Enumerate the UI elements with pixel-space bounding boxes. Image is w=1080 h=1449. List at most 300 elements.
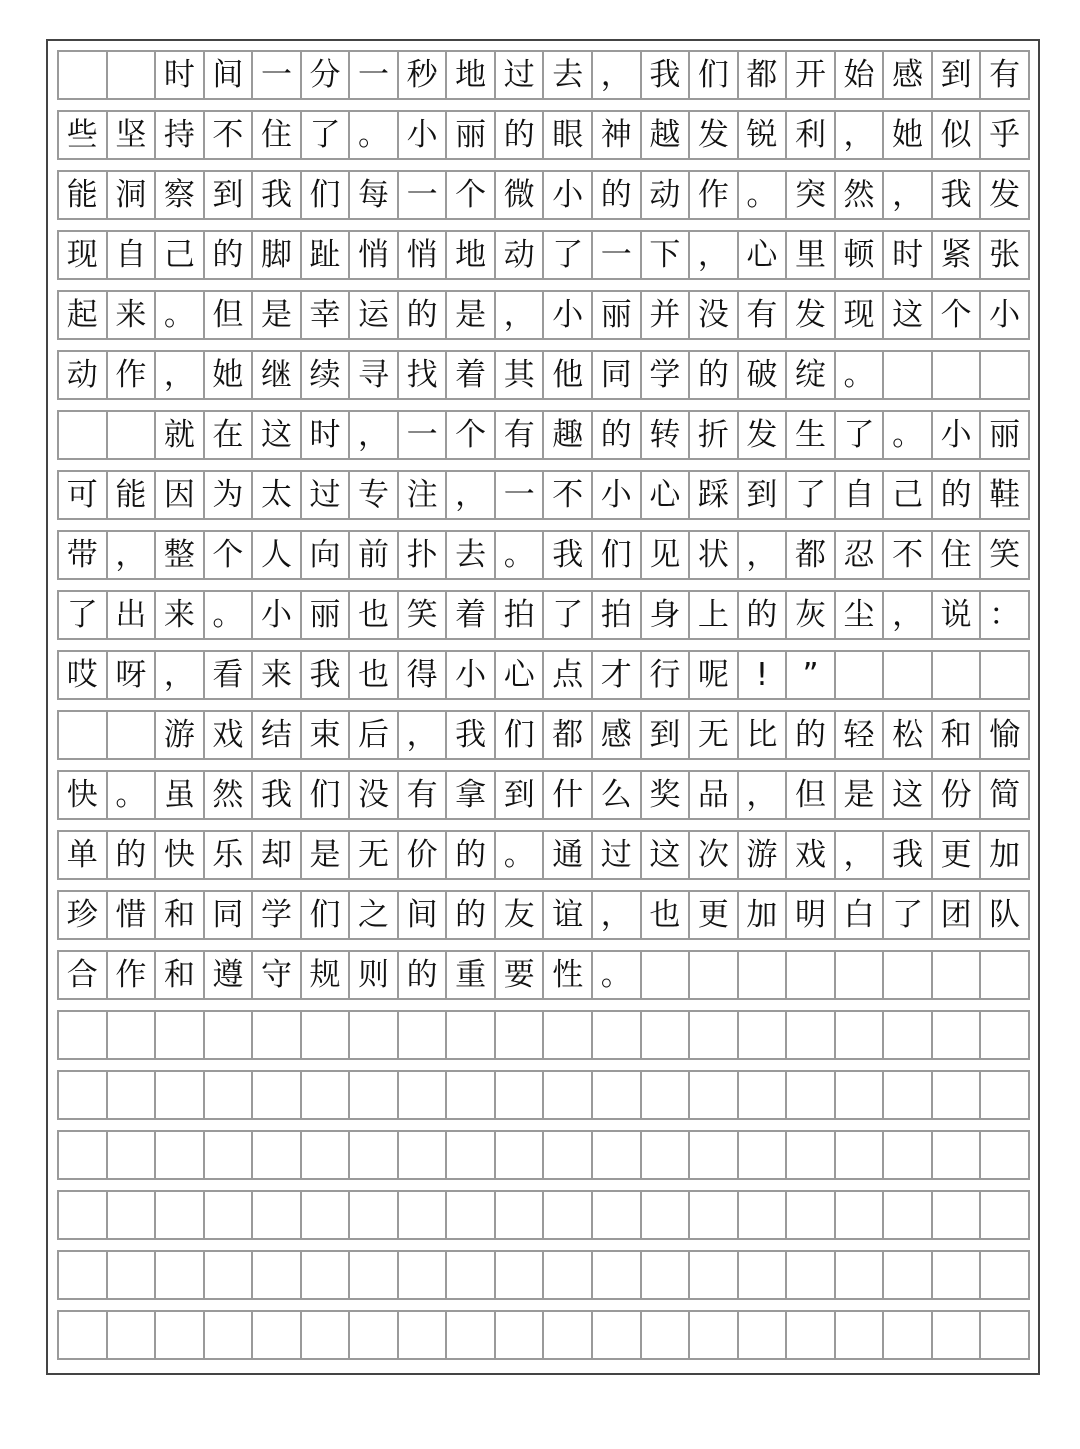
- grid-cell: [884, 952, 933, 998]
- grid-cell: 游: [739, 832, 788, 878]
- grid-cell: 了: [836, 412, 885, 458]
- grid-cell: 我: [302, 652, 351, 698]
- grid-cell: ，: [350, 412, 399, 458]
- grid-cell: [544, 1312, 593, 1358]
- grid-cell: [836, 652, 885, 698]
- grid-cell: 了: [302, 112, 351, 158]
- grid-cell: [302, 1012, 351, 1058]
- grid-cell: 性: [544, 952, 593, 998]
- grid-cell: [739, 1132, 788, 1178]
- grid-cell: 然: [836, 172, 885, 218]
- grid-cell: 过: [302, 472, 351, 518]
- grid-cell: ，: [690, 232, 739, 278]
- grid-cell: 有: [399, 772, 448, 818]
- grid-cell: 了: [884, 892, 933, 938]
- grid-cell: [739, 1252, 788, 1298]
- grid-cell: 是: [836, 772, 885, 818]
- grid-cell: [836, 1132, 885, 1178]
- grid-cell: [108, 712, 157, 758]
- grid-cell: 团: [933, 892, 982, 938]
- grid-cell: 么: [593, 772, 642, 818]
- grid-cell: [787, 1132, 836, 1178]
- grid-cell: 一: [496, 472, 545, 518]
- grid-row: [57, 1190, 1030, 1240]
- grid-cell: [544, 1252, 593, 1298]
- grid-cell: [933, 1252, 982, 1298]
- grid-cell: [205, 1252, 254, 1298]
- grid-cell: 继: [253, 352, 302, 398]
- grid-cell: 丽: [981, 412, 1030, 458]
- grid-cell: [739, 1192, 788, 1238]
- grid-cell: [447, 1132, 496, 1178]
- grid-cell: 一: [350, 52, 399, 98]
- grid-cell: [690, 1072, 739, 1118]
- grid-cell: 发: [981, 172, 1030, 218]
- grid-cell: 的: [739, 592, 788, 638]
- grid-cell: 心: [642, 472, 691, 518]
- grid-cell: 小: [593, 472, 642, 518]
- grid-cell: [933, 1312, 982, 1358]
- grid-cell: 间: [399, 892, 448, 938]
- grid-cell: 可: [59, 472, 108, 518]
- grid-cell: [205, 1192, 254, 1238]
- grid-cell: [981, 1072, 1030, 1118]
- grid-cell: 小: [447, 652, 496, 698]
- grid-cell: 悄: [350, 232, 399, 278]
- grid-cell: 们: [302, 172, 351, 218]
- grid-cell: 。: [496, 532, 545, 578]
- grid-cell: [642, 1132, 691, 1178]
- grid-cell: [981, 1312, 1030, 1358]
- grid-cell: [399, 1252, 448, 1298]
- grid-cell: 的: [690, 352, 739, 398]
- grid-cell: 心: [739, 232, 788, 278]
- grid-cell: 幸: [302, 292, 351, 338]
- grid-cell: 就: [156, 412, 205, 458]
- grid-cell: 了: [787, 472, 836, 518]
- grid-cell: [642, 1192, 691, 1238]
- grid-cell: [399, 1312, 448, 1358]
- grid-cell: ，: [739, 772, 788, 818]
- grid-cell: [253, 1252, 302, 1298]
- grid-cell: 我: [253, 172, 302, 218]
- grid-cell: [787, 952, 836, 998]
- grid-cell: 之: [350, 892, 399, 938]
- grid-cell: 洞: [108, 172, 157, 218]
- grid-cell: 的: [593, 412, 642, 458]
- grid-cell: [981, 652, 1030, 698]
- grid-cell: 去: [544, 52, 593, 98]
- grid-cell: 尘: [836, 592, 885, 638]
- grid-cell: 神: [593, 112, 642, 158]
- grid-cell: [642, 1252, 691, 1298]
- grid-cell: 这: [884, 772, 933, 818]
- grid-cell: 己: [884, 472, 933, 518]
- grid-cell: 生: [787, 412, 836, 458]
- grid-cell: [447, 1252, 496, 1298]
- grid-cell: [642, 952, 691, 998]
- grid-cell: 惜: [108, 892, 157, 938]
- grid-cell: 呢: [690, 652, 739, 698]
- grid-cell: 的: [933, 472, 982, 518]
- grid-cell: 悄: [399, 232, 448, 278]
- grid-cell: 发: [787, 292, 836, 338]
- grid-cell: 然: [205, 772, 254, 818]
- grid-cell: [884, 352, 933, 398]
- grid-cell: 遵: [205, 952, 254, 998]
- grid-cell: 转: [642, 412, 691, 458]
- grid-cell: 。: [205, 592, 254, 638]
- grid-cell: 为: [205, 472, 254, 518]
- grid-cell: 越: [642, 112, 691, 158]
- grid-cell: 和: [933, 712, 982, 758]
- grid-cell: 不: [205, 112, 254, 158]
- grid-cell: 突: [787, 172, 836, 218]
- grid-cell: [302, 1252, 351, 1298]
- grid-cell: 的: [108, 832, 157, 878]
- grid-cell: [156, 1132, 205, 1178]
- grid-cell: 轻: [836, 712, 885, 758]
- grid-cell: [981, 1012, 1030, 1058]
- grid-cell: [544, 1012, 593, 1058]
- grid-cell: [108, 1192, 157, 1238]
- grid-cell: ，: [108, 532, 157, 578]
- grid-row: [57, 350, 1030, 400]
- grid-cell: 小: [981, 292, 1030, 338]
- grid-cell: 动: [642, 172, 691, 218]
- grid-cell: 哎: [59, 652, 108, 698]
- grid-cell: 顿: [836, 232, 885, 278]
- grid-row: [57, 830, 1030, 880]
- grid-cell: [544, 1132, 593, 1178]
- grid-row: [57, 230, 1030, 280]
- grid-cell: 出: [108, 592, 157, 638]
- grid-cell: 他: [544, 352, 593, 398]
- grid-cell: ：: [981, 592, 1030, 638]
- grid-cell: 。: [496, 832, 545, 878]
- grid-cell: [156, 1252, 205, 1298]
- grid-cell: 的: [787, 712, 836, 758]
- grid-cell: 分: [302, 52, 351, 98]
- grid-cell: 合: [59, 952, 108, 998]
- grid-cell: 注: [399, 472, 448, 518]
- grid-cell: [981, 352, 1030, 398]
- grid-cell: [739, 952, 788, 998]
- grid-cell: [933, 1012, 982, 1058]
- grid-cell: 始: [836, 52, 885, 98]
- grid-row: [57, 950, 1030, 1000]
- grid-cell: [59, 1252, 108, 1298]
- grid-cell: [787, 1252, 836, 1298]
- grid-cell: 我: [544, 532, 593, 578]
- grid-cell: 们: [690, 52, 739, 98]
- grid-cell: [739, 1312, 788, 1358]
- grid-cell: [253, 1312, 302, 1358]
- grid-cell: [642, 1012, 691, 1058]
- grid-cell: 拍: [593, 592, 642, 638]
- grid-cell: 戏: [205, 712, 254, 758]
- grid-cell: 戏: [787, 832, 836, 878]
- grid-cell: 有: [496, 412, 545, 458]
- grid-cell: 作: [108, 352, 157, 398]
- grid-cell: 现: [59, 232, 108, 278]
- grid-cell: 过: [593, 832, 642, 878]
- grid-cell: 愉: [981, 712, 1030, 758]
- grid-cell: 和: [156, 952, 205, 998]
- grid-cell: 到: [739, 472, 788, 518]
- grid-cell: [884, 1192, 933, 1238]
- grid-cell: 品: [690, 772, 739, 818]
- grid-cell: 呀: [108, 652, 157, 698]
- grid-cell: 。: [836, 352, 885, 398]
- grid-cell: 作: [108, 952, 157, 998]
- grid-cell: ，: [156, 652, 205, 698]
- grid-cell: 快: [59, 772, 108, 818]
- grid-cell: 得: [399, 652, 448, 698]
- grid-cell: [108, 1252, 157, 1298]
- grid-cell: 我: [447, 712, 496, 758]
- grid-cell: 。: [884, 412, 933, 458]
- grid-cell: 能: [108, 472, 157, 518]
- grid-cell: [253, 1072, 302, 1118]
- grid-cell: [981, 1192, 1030, 1238]
- grid-cell: 里: [787, 232, 836, 278]
- grid-cell: !: [739, 652, 788, 698]
- grid-cell: [593, 1012, 642, 1058]
- grid-cell: [253, 1192, 302, 1238]
- grid-cell: 运: [350, 292, 399, 338]
- grid-cell: 状: [690, 532, 739, 578]
- grid-cell: 说: [933, 592, 982, 638]
- grid-cell: 都: [544, 712, 593, 758]
- grid-cell: 笑: [981, 532, 1030, 578]
- grid-cell: 是: [253, 292, 302, 338]
- grid-cell: [59, 1012, 108, 1058]
- grid-cell: 没: [690, 292, 739, 338]
- grid-row: [57, 1070, 1030, 1120]
- grid-cell: 起: [59, 292, 108, 338]
- grid-cell: 后: [350, 712, 399, 758]
- grid-cell: 下: [642, 232, 691, 278]
- grid-cell: [447, 1012, 496, 1058]
- grid-cell: 要: [496, 952, 545, 998]
- grid-cell: 小: [933, 412, 982, 458]
- grid-cell: 乎: [981, 112, 1030, 158]
- grid-cell: 并: [642, 292, 691, 338]
- grid-cell: 一: [253, 52, 302, 98]
- grid-cell: 每: [350, 172, 399, 218]
- grid-cell: 到: [933, 52, 982, 98]
- grid-cell: ，: [593, 52, 642, 98]
- grid-cell: [108, 52, 157, 98]
- grid-cell: [544, 1192, 593, 1238]
- grid-cell: 紧: [933, 232, 982, 278]
- grid-cell: 松: [884, 712, 933, 758]
- grid-cell: [836, 1012, 885, 1058]
- grid-cell: ”: [787, 652, 836, 698]
- grid-cell: 利: [787, 112, 836, 158]
- grid-cell: 锐: [739, 112, 788, 158]
- grid-cell: 折: [690, 412, 739, 458]
- grid-cell: 游: [156, 712, 205, 758]
- grid-cell: 都: [739, 52, 788, 98]
- grid-cell: ，: [739, 532, 788, 578]
- grid-cell: 有: [739, 292, 788, 338]
- grid-cell: 一: [399, 172, 448, 218]
- grid-cell: ，: [156, 352, 205, 398]
- grid-cell: [350, 1012, 399, 1058]
- grid-cell: [933, 1072, 982, 1118]
- grid-cell: 快: [156, 832, 205, 878]
- grid-cell: [59, 1192, 108, 1238]
- grid-cell: 没: [350, 772, 399, 818]
- grid-cell: [156, 1072, 205, 1118]
- grid-cell: [593, 1132, 642, 1178]
- grid-cell: 我: [884, 832, 933, 878]
- grid-cell: 们: [593, 532, 642, 578]
- grid-cell: [496, 1012, 545, 1058]
- grid-row: [57, 1310, 1030, 1360]
- grid-cell: 身: [642, 592, 691, 638]
- grid-cell: 们: [302, 892, 351, 938]
- grid-cell: ，: [496, 292, 545, 338]
- grid-cell: 什: [544, 772, 593, 818]
- grid-cell: [253, 1012, 302, 1058]
- grid-cell: 个: [205, 532, 254, 578]
- grid-cell: 到: [642, 712, 691, 758]
- grid-cell: [205, 1012, 254, 1058]
- grid-cell: 太: [253, 472, 302, 518]
- grid-cell: 微: [496, 172, 545, 218]
- grid-cell: 前: [350, 532, 399, 578]
- grid-cell: 束: [302, 712, 351, 758]
- grid-cell: [884, 1252, 933, 1298]
- grid-cell: [156, 1312, 205, 1358]
- grid-cell: [108, 1072, 157, 1118]
- grid-cell: 小: [544, 292, 593, 338]
- grid-cell: 结: [253, 712, 302, 758]
- grid-cell: 她: [884, 112, 933, 158]
- grid-cell: 这: [884, 292, 933, 338]
- grid-cell: 规: [302, 952, 351, 998]
- grid-cell: 时: [156, 52, 205, 98]
- grid-cell: [884, 1132, 933, 1178]
- grid-cell: 来: [253, 652, 302, 698]
- grid-cell: [399, 1072, 448, 1118]
- grid-cell: [205, 1132, 254, 1178]
- grid-cell: 脚: [253, 232, 302, 278]
- grid-cell: 现: [836, 292, 885, 338]
- grid-cell: [690, 1132, 739, 1178]
- grid-cell: 绽: [787, 352, 836, 398]
- grid-cell: 心: [496, 652, 545, 698]
- grid-cell: 价: [399, 832, 448, 878]
- grid-cell: 了: [544, 592, 593, 638]
- grid-cell: 来: [108, 292, 157, 338]
- grid-cell: 。: [593, 952, 642, 998]
- grid-cell: 些: [59, 112, 108, 158]
- grid-cell: [59, 1072, 108, 1118]
- grid-cell: [399, 1192, 448, 1238]
- grid-cell: 灰: [787, 592, 836, 638]
- grid-cell: [59, 712, 108, 758]
- grid-cell: 到: [496, 772, 545, 818]
- grid-cell: [981, 1132, 1030, 1178]
- grid-cell: 向: [302, 532, 351, 578]
- grid-cell: [496, 1072, 545, 1118]
- grid-cell: [787, 1312, 836, 1358]
- grid-cell: [59, 1132, 108, 1178]
- grid-cell: [593, 1312, 642, 1358]
- grid-cell: [350, 1072, 399, 1118]
- grid-cell: 也: [350, 592, 399, 638]
- grid-cell: [350, 1312, 399, 1358]
- grid-cell: 个: [933, 292, 982, 338]
- grid-cell: 份: [933, 772, 982, 818]
- grid-cell: 珍: [59, 892, 108, 938]
- grid-cell: [108, 1312, 157, 1358]
- grid-cell: 过: [496, 52, 545, 98]
- grid-cell: 乐: [205, 832, 254, 878]
- grid-cell: 住: [933, 532, 982, 578]
- grid-cell: [447, 1192, 496, 1238]
- grid-cell: 自: [836, 472, 885, 518]
- grid-cell: 个: [447, 172, 496, 218]
- grid-cell: 的: [399, 292, 448, 338]
- grid-cell: [787, 1072, 836, 1118]
- grid-cell: 通: [544, 832, 593, 878]
- grid-cell: 谊: [544, 892, 593, 938]
- grid-cell: [399, 1132, 448, 1178]
- grid-cell: 间: [205, 52, 254, 98]
- grid-cell: [302, 1192, 351, 1238]
- grid-cell: 鞋: [981, 472, 1030, 518]
- grid-cell: 时: [302, 412, 351, 458]
- grid-cell: 点: [544, 652, 593, 698]
- grid-cell: 我: [642, 52, 691, 98]
- grid-row: [57, 1250, 1030, 1300]
- grid-cell: [836, 1312, 885, 1358]
- grid-cell: 自: [108, 232, 157, 278]
- grid-cell: ，: [884, 592, 933, 638]
- grid-cell: [933, 1192, 982, 1238]
- grid-cell: 小: [253, 592, 302, 638]
- grid-cell: [496, 1252, 545, 1298]
- grid-cell: 这: [253, 412, 302, 458]
- grid-cell: 有: [981, 52, 1030, 98]
- grid-cell: 无: [350, 832, 399, 878]
- grid-cell: 感: [593, 712, 642, 758]
- grid-cell: 奖: [642, 772, 691, 818]
- grid-cell: 持: [156, 112, 205, 158]
- grid-cell: 无: [690, 712, 739, 758]
- grid-cell: [836, 952, 885, 998]
- grid-cell: 忍: [836, 532, 885, 578]
- grid-cell: 是: [302, 832, 351, 878]
- grid-cell: [981, 1252, 1030, 1298]
- grid-cell: [496, 1312, 545, 1358]
- grid-cell: 张: [981, 232, 1030, 278]
- grid-cell: 地: [447, 52, 496, 98]
- grid-cell: 明: [787, 892, 836, 938]
- grid-cell: 加: [981, 832, 1030, 878]
- grid-cell: 学: [253, 892, 302, 938]
- grid-row: [57, 710, 1030, 760]
- grid-cell: [884, 1312, 933, 1358]
- grid-cell: 同: [205, 892, 254, 938]
- grid-cell: 带: [59, 532, 108, 578]
- grid-cell: 人: [253, 532, 302, 578]
